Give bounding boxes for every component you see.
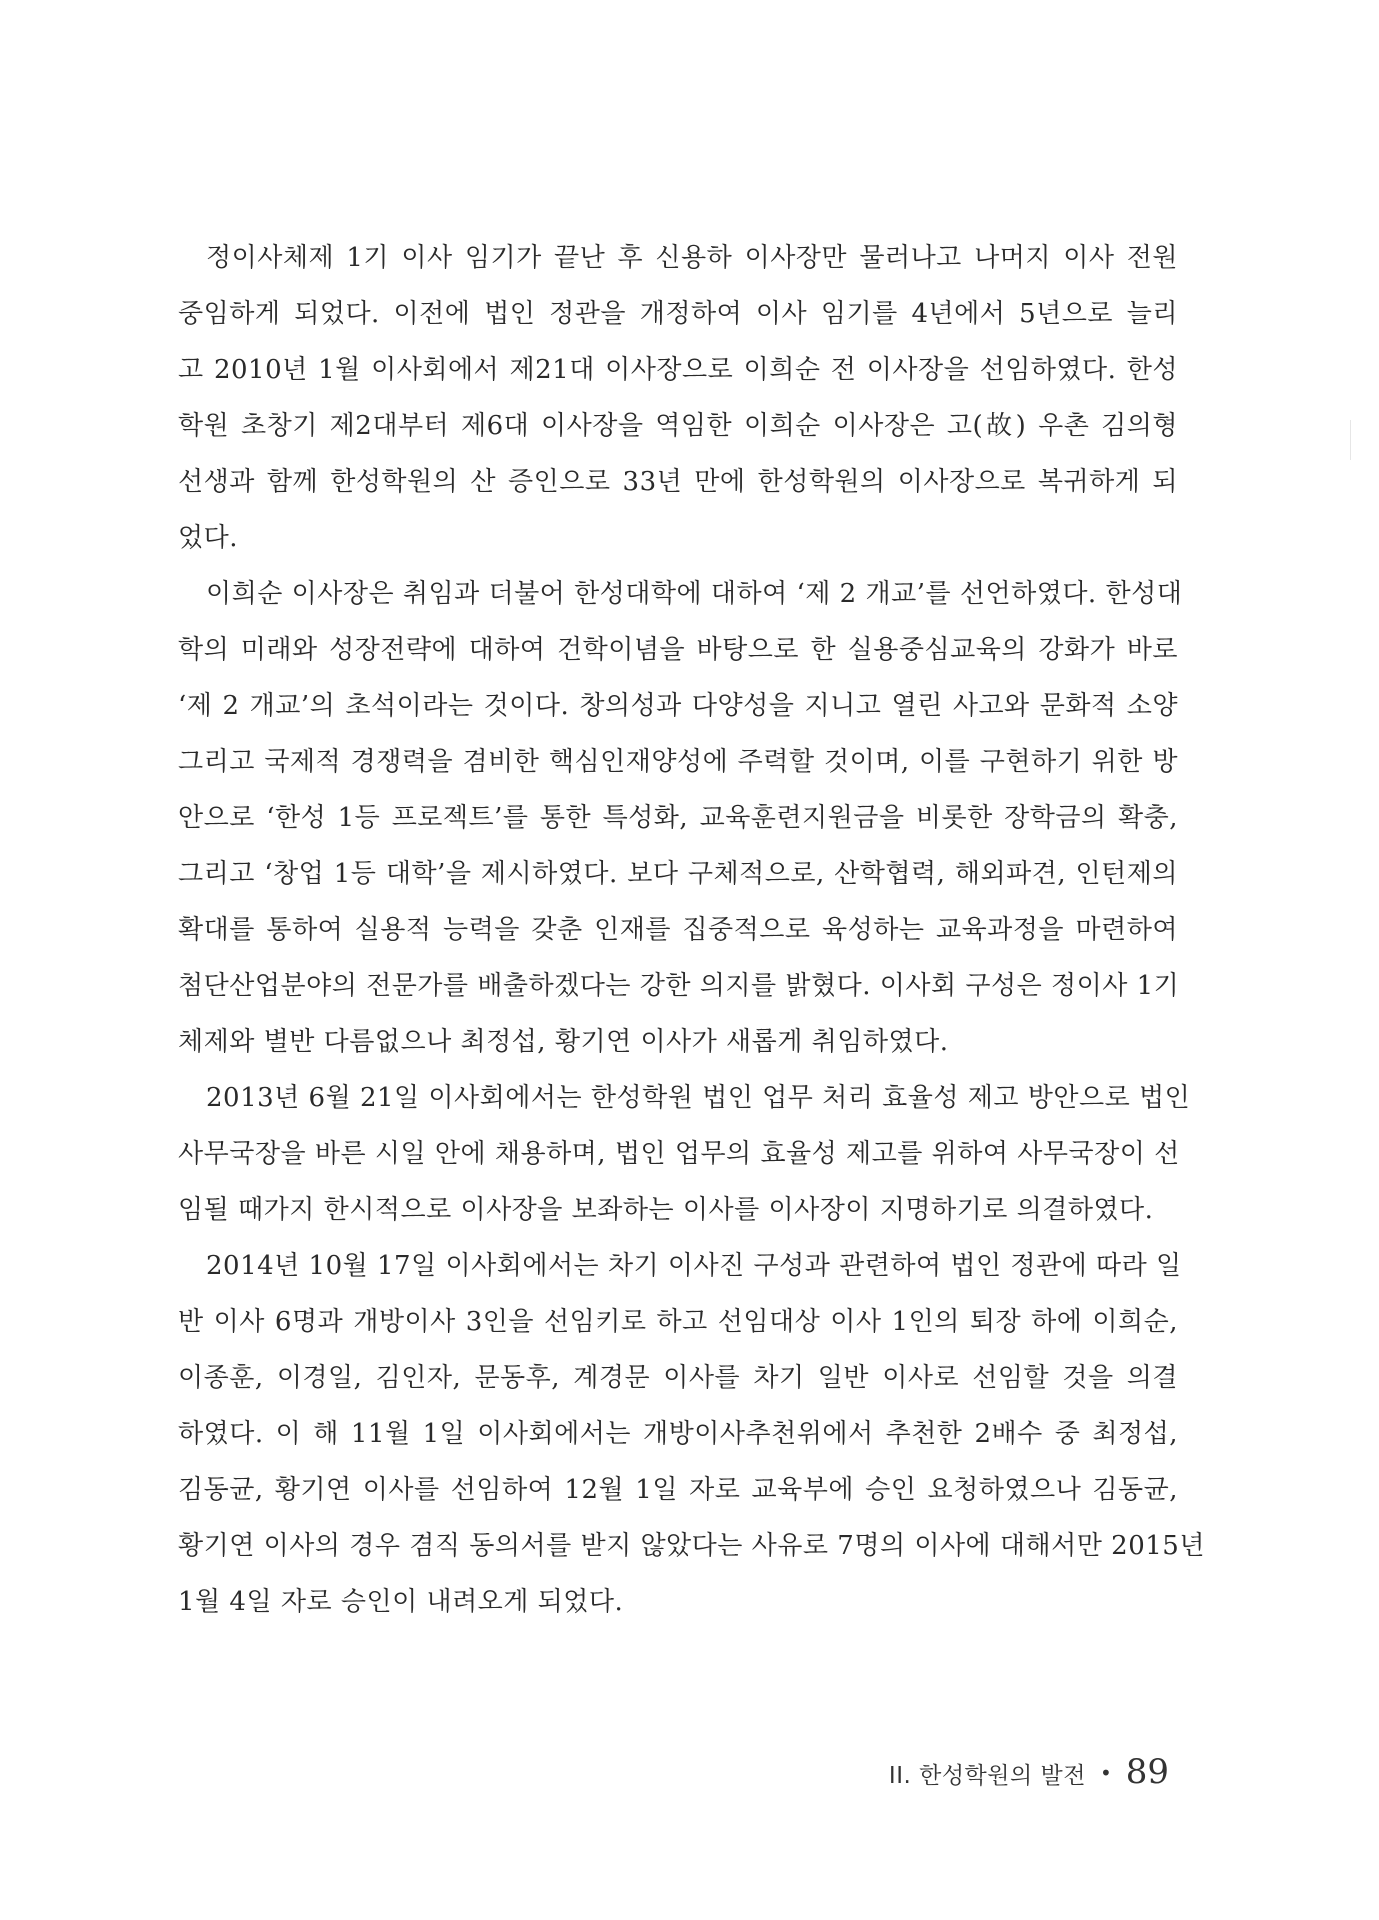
page-number: 89 — [1125, 1752, 1169, 1792]
text-line: 그리고 국제적 경쟁력을 겸비한 핵심인재양성에 주력할 것이며, 이를 구현하기 위한 방 — [178, 747, 1178, 777]
scan-edge-mark — [1350, 420, 1351, 460]
text-line: 사무국장을 바른 시일 안에 채용하며, 법인 업무의 효율성 제고를 위하여 사무국장이 선 — [178, 1139, 1180, 1169]
text-line: 이종훈, 이경일, 김인자, 문동후, 계경문 이사를 차기 일반 이사로 선임할 것을 의결 — [178, 1363, 1178, 1393]
text-line: 중임하게 되었다. 이전에 법인 정관을 개정하여 이사 임기를 4년에서 5년으로 늘리 — [178, 299, 1178, 329]
text-line: 1월 4일 자로 승인이 내려오게 되었다. — [178, 1587, 624, 1617]
bullet-separator: • — [1099, 1761, 1112, 1785]
paragraph — [178, 566, 1183, 1070]
paragraph — [178, 1070, 1191, 1238]
chapter-title: II. 한성학원의 발전 — [888, 1763, 1086, 1789]
text-line: 선생과 함께 한성학원의 산 증인으로 33년 만에 한성학원의 이사장으로 복귀하게 되 — [178, 467, 1178, 497]
text-line: 하였다. 이 해 11월 1일 이사회에서는 개방이사추천위에서 추천한 2배수 중 최정섭, — [178, 1419, 1178, 1449]
text-line: 학원 초창기 제2대부터 제6대 이사장을 역임한 이희순 이사장은 고(故) 우촌 김의형 — [178, 411, 1178, 441]
text-line: 김동균, 황기연 이사를 선임하여 12월 1일 자로 교육부에 승인 요청하였으나 김동균, — [178, 1475, 1178, 1505]
text-line: 학의 미래와 성장전략에 대하여 건학이념을 바탕으로 한 실용중심교육의 강화가 바로 — [178, 635, 1178, 665]
text-line: 그리고 ‘창업 1등 대학’을 제시하였다. 보다 구체적으로, 산학협력, 해외파견, 인턴제의 — [178, 859, 1178, 889]
paragraph — [178, 230, 1178, 566]
paragraph — [178, 1238, 1205, 1630]
text-line: 황기연 이사의 경우 겸직 동의서를 받지 않았다는 사유로 7명의 이사에 대해서만 2015년 — [178, 1531, 1205, 1561]
text-line: 반 이사 6명과 개방이사 3인을 선임키로 하고 선임대상 이사 1인의 퇴장 하에 이희순, — [178, 1307, 1178, 1337]
text-line: 체제와 별반 다름없으나 최정섭, 황기연 이사가 새롭게 취임하였다. — [178, 1027, 949, 1057]
text-line: 고 2010년 1월 이사회에서 제21대 이사장으로 이희순 전 이사장을 선임하였다. 한성 — [178, 355, 1178, 385]
text-line: 확대를 통하여 실용적 능력을 갖춘 인재를 집중적으로 육성하는 교육과정을 마련하여 — [178, 915, 1178, 945]
text-line: 2013년 6월 21일 이사회에서는 한성학원 법인 업무 처리 효율성 제고 방안으로 법인 — [206, 1083, 1191, 1113]
text-line: 안으로 ‘한성 1등 프로젝트’를 통한 특성화, 교육훈련지원금을 비롯한 장학금의 확충, — [178, 803, 1178, 833]
text-line: 임될 때가지 한시적으로 이사장을 보좌하는 이사를 이사장이 지명하기로 의결하였다. — [178, 1195, 1154, 1225]
text-line: 2014년 10월 17일 이사회에서는 차기 이사진 구성과 관련하여 법인 정관에 따라 일 — [206, 1251, 1182, 1281]
text-line: 었다. — [178, 523, 238, 553]
page-footer — [889, 1752, 1169, 1792]
text-line: 첨단산업분야의 전문가를 배출하겠다는 강한 의지를 밝혔다. 이사회 구성은 정이사 1기 — [178, 971, 1180, 1001]
text-line: ‘제 2 개교’의 초석이라는 것이다. 창의성과 다양성을 지니고 열린 사고와 문화적 소양 — [178, 691, 1178, 721]
text-line: 정이사체제 1기 이사 임기가 끝난 후 신용하 이사장만 물러나고 나머지 이사 전원 — [206, 243, 1178, 273]
body-text — [178, 230, 1205, 1630]
text-line: 이희순 이사장은 취임과 더불어 한성대학에 대하여 ‘제 2 개교’를 선언하였다. 한성대 — [206, 579, 1183, 609]
